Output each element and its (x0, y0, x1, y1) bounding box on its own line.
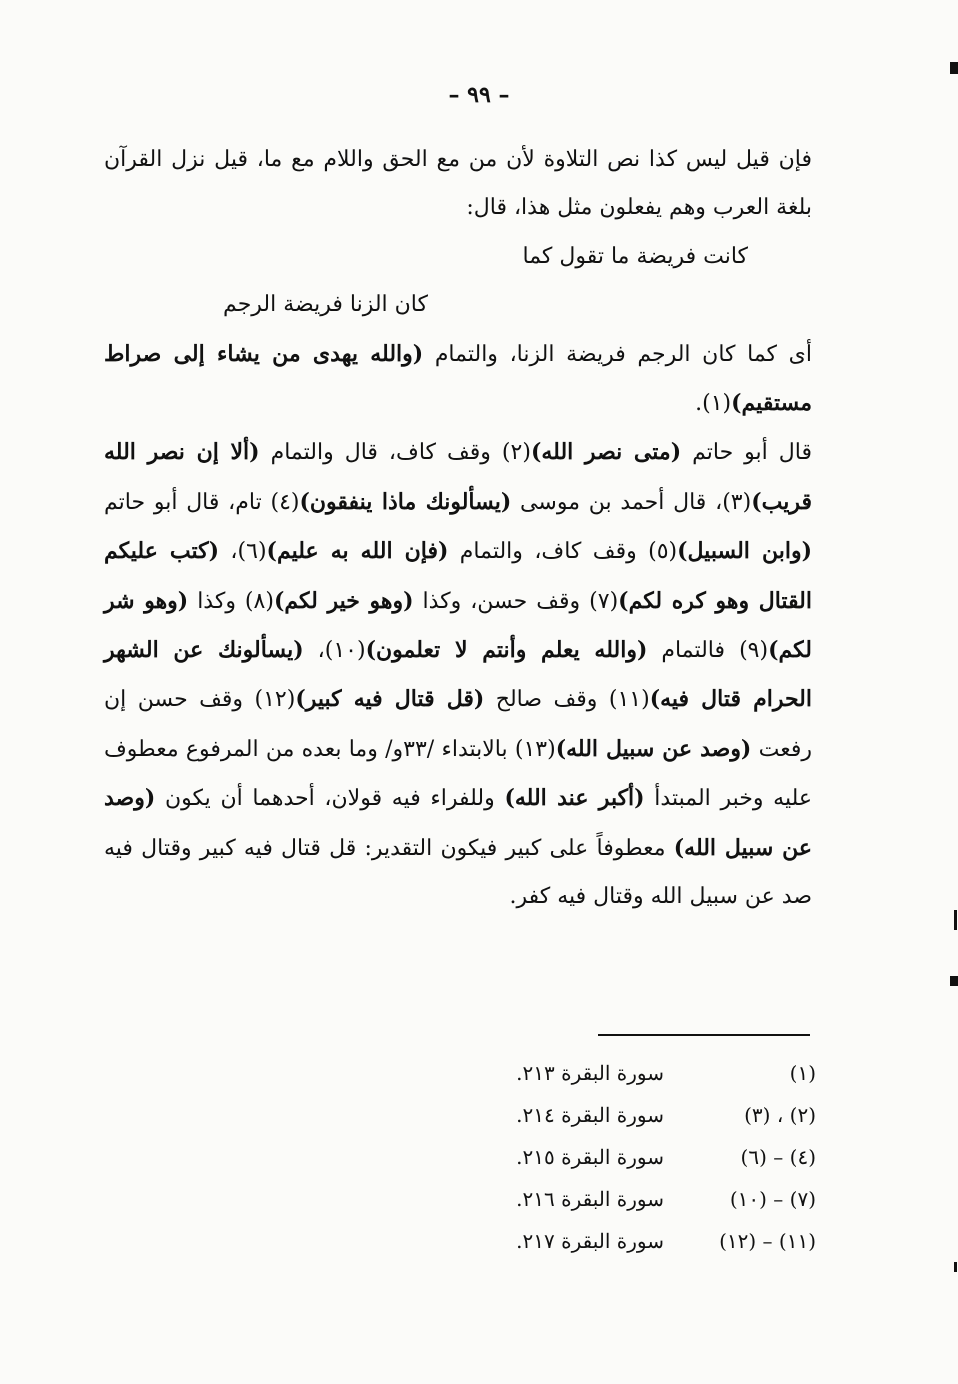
text-segment: (٥) وقف كاف، والتمام (448, 539, 678, 565)
text-segment: فإن قيل ليس كذا نص التلاوة لأن من مع الحق واللام مع ما، قيل نزل القرآن بلغة العرب وهم يفعلون مثل هذا، قال: (104, 147, 812, 221)
edge-mark (950, 62, 958, 74)
verse-line-1: كانت فريضة ما تقول كما (522, 243, 748, 269)
text-segment: (١٠)، (303, 638, 366, 664)
footnote-ref: (٢) ، (٣) (744, 1103, 816, 1127)
text-segment: (٣)، قال أحمد بن موسى (511, 489, 752, 515)
text-segment: أى كما كان الرجم فريضة الزنا، والتمام (423, 341, 812, 367)
text-segment: (٢) وقف كاف، قال والتمام (259, 440, 531, 466)
quran-quote: (والله يعلم وأنتم لا تعلمون) (365, 637, 648, 664)
text-segment: معطوفاً على كبير فيكون التقدير: قل قتال فيه كبير وقتال فيه صد عن سبيل الله وقتال فيه كفر. (104, 835, 812, 910)
quran-quote: (قل قتال فيه كبير) (295, 686, 485, 713)
footnote-divider (598, 1034, 810, 1036)
footnote-ref: (١) (789, 1061, 816, 1085)
verse-line-2: كان الزنا فريضة الرجم (223, 292, 428, 318)
text-segment: (٧) وقف حسن، وكذا (413, 588, 619, 614)
footnote-ref: (١١) – (١٢) (719, 1229, 816, 1253)
quran-quote: (وصد عن سبيل الله) (104, 785, 813, 861)
footnote-text: سورة البقرة ٢١٧. (516, 1229, 664, 1253)
text-segment: (٨) وكذا (188, 588, 274, 614)
text-segment: (١١) وقف صالح (484, 687, 650, 713)
paragraph-body-2 (104, 428, 812, 921)
quran-quote: (والله يهدى من يشاء إلى صراط مستقيم) (104, 340, 812, 417)
quran-quote: (يسألونك ماذا ينفقون) (299, 488, 512, 515)
footnote-text: سورة البقرة ٢١٦. (516, 1187, 664, 1211)
quran-quote: (فإن الله به عليم) (266, 538, 449, 565)
text-segment: قال أبو حاتم (681, 440, 812, 466)
text-segment: (١٣) بالابتداء /٣٣و/ وما بعده من المرفوع معطوف عليه وخبر المبتدأ (104, 736, 812, 812)
quran-quote: (متى نصر الله) (530, 439, 682, 466)
page-number: – ٩٩ – (448, 82, 510, 108)
footnote-text: سورة البقرة ٢١٥. (516, 1145, 664, 1169)
quran-quote: (وابن السبيل) (677, 538, 812, 565)
text-segment: (٦)، (219, 539, 267, 565)
text-segment: (٩) فالتمام (647, 638, 769, 664)
paragraph-intro (104, 136, 812, 233)
text-segment: وللفراء فيه قولان، أحدهما أن يكون (155, 786, 505, 812)
footnote-row (470, 1136, 816, 1178)
footnote-row (470, 1178, 816, 1220)
footnote-row (470, 1052, 816, 1094)
footnote-ref: (٧) – (١٠) (729, 1187, 816, 1211)
edge-mark (954, 1262, 957, 1272)
footnote-ref: (٤) – (٦) (740, 1145, 816, 1169)
paragraph-body (104, 330, 812, 429)
quran-quote: (وصد عن سبيل الله) (555, 735, 752, 762)
footnote-row (470, 1094, 816, 1136)
quran-quote: (وهو خير لكم) (273, 587, 414, 614)
quran-quote: (كتب عليكم القتال وهو كره لكم) (104, 538, 812, 614)
text-segment: (٤) تام، قال أبو حاتم (104, 489, 300, 515)
text-segment: (١٢) وقف حسن إن رفعت (104, 687, 812, 762)
edge-mark (950, 976, 958, 986)
footnote-row (470, 1220, 816, 1262)
text-segment: (١). (695, 391, 732, 417)
footnotes (470, 1052, 816, 1262)
footnote-text: سورة البقرة ٢١٤. (516, 1103, 664, 1127)
footnote-text: سورة البقرة ٢١٣. (516, 1061, 664, 1085)
quran-quote: (وهو شر لكم) (104, 587, 812, 664)
quran-quote: (أكبر عند الله) (504, 785, 645, 812)
quran-quote: (يسألونك عن الشهر الحرام قتال فيه) (104, 637, 813, 713)
quran-quote: (ألا إن نصر الله قريب) (104, 439, 812, 515)
main-text (104, 136, 812, 922)
edge-mark (954, 910, 957, 930)
